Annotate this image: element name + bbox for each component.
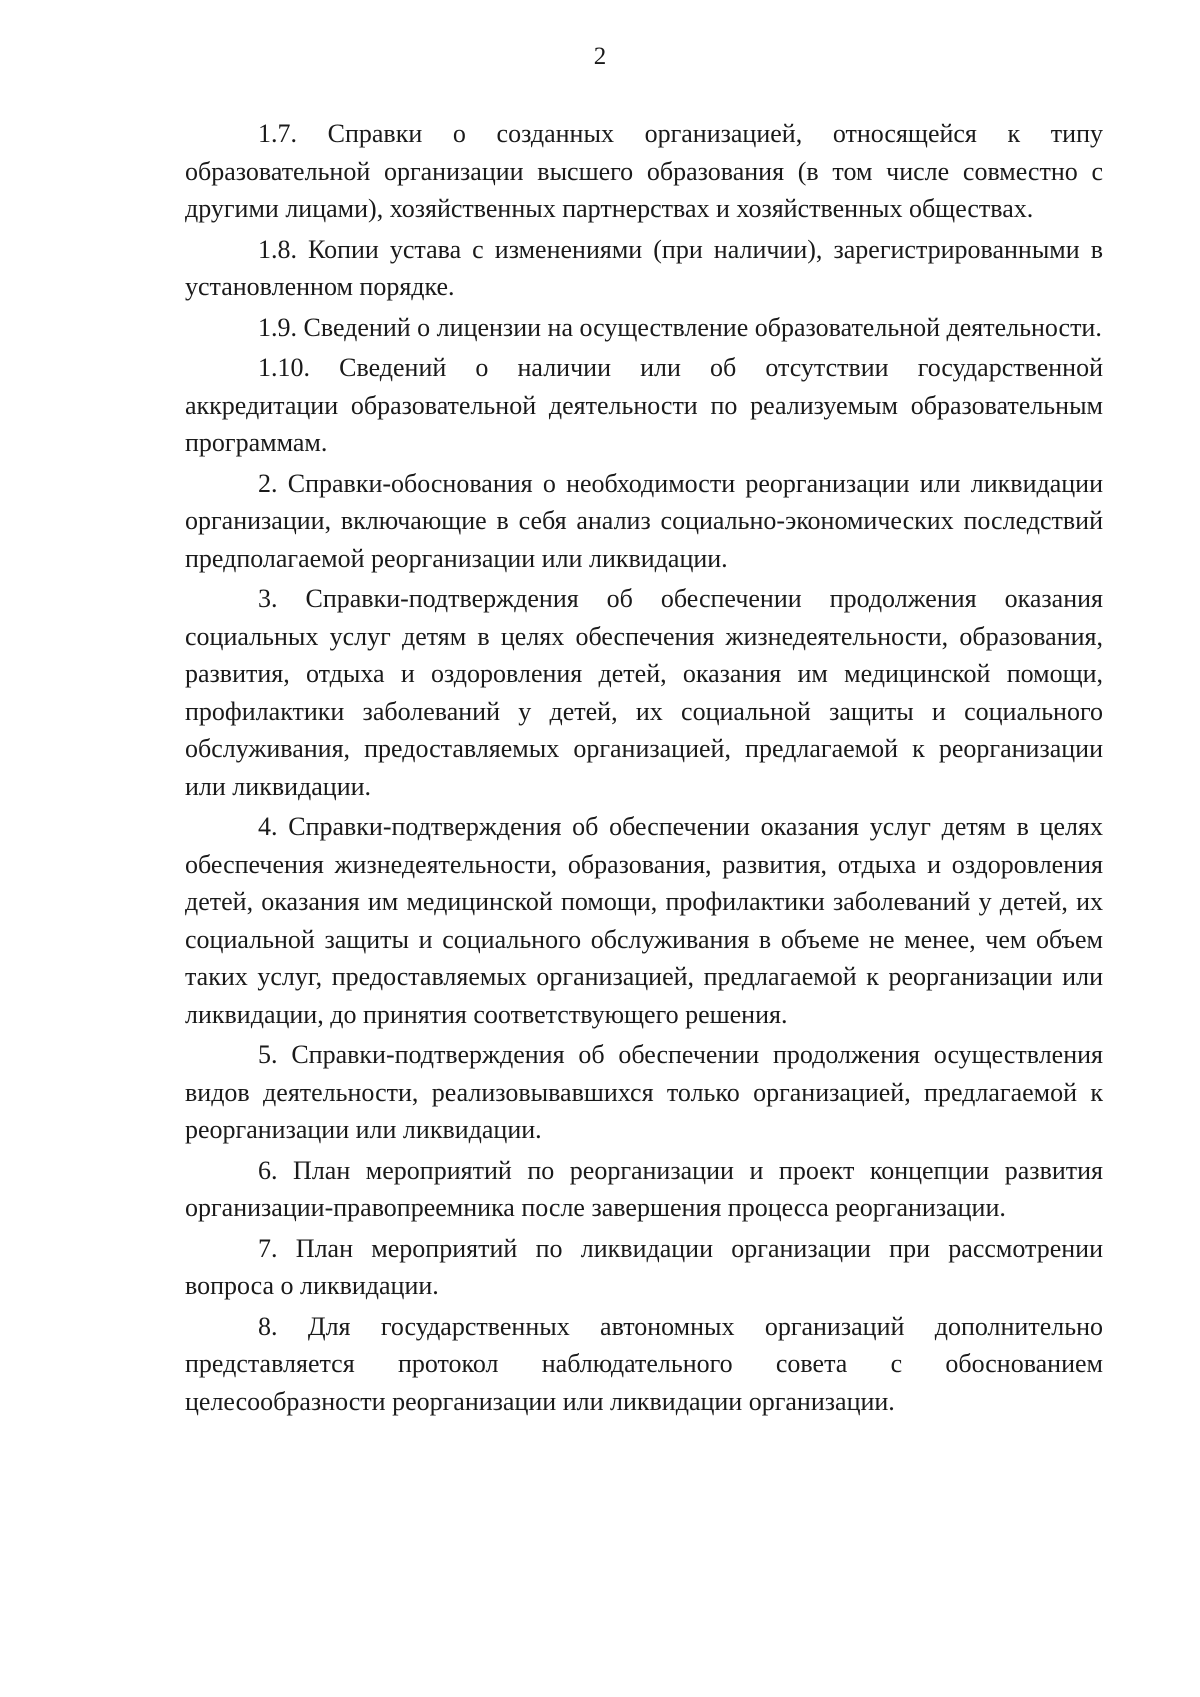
paragraph-2: 2. Справки-обоснования о необходимости реорганизации или ликвидации организации, включающие в себя анализ социально-экономических последствий предполагаемой реорганизации или ликвидации. bbox=[185, 468, 1103, 573]
paragraph-5: 5. Справки-подтверждения об обеспечении продолжения осуществления видов деятельности, реализовывавшихся только организацией, предлагаемой к реорганизации или ликвидации. bbox=[185, 1040, 1103, 1144]
paragraph-7: 7. План мероприятий по ликвидации организации при рассмотрении вопроса о ликвидации. bbox=[185, 1233, 1103, 1300]
paragraph-8: 8. Для государственных автономных организаций дополнительно представляется протокол наблюдательного совета с обоснованием целесообразности реорганизации или ликвидации организации. bbox=[185, 1311, 1103, 1416]
paragraph-4: 4. Справки-подтверждения об обеспечении оказания услуг детям в целях обеспечения жизнедеятельности, образования, развития, отдыха и оздоровления детей, оказания им медицинской помощи, профилактики заболеваний у детей, их социальной защиты и социального обслуживания в объеме не менее, чем объем таких услуг, предоставляемых организацией, предлагаемой к реорганизации или ликвидации, до принятия соответствующего решения. bbox=[185, 812, 1103, 1029]
paragraph-1-10: 1.10. Сведений о наличии или об отсутствии государственной аккредитации образовательной деятельности по реализуемым образовательным программам. bbox=[185, 353, 1103, 457]
document-body bbox=[185, 115, 1103, 1423]
paragraph-6: 6. План мероприятий по реорганизации и проект концепции развития организации-правопреемника после завершения процесса реорганизации. bbox=[185, 1155, 1103, 1222]
page-number: 2 bbox=[593, 43, 607, 70]
paragraph-1-7: 1.7. Справки о созданных организацией, относящейся к типу образовательной организации высшего образования (в том числе совместно с другими лицами), хозяйственных партнерствах и хозяйственных обществах. bbox=[185, 119, 1103, 223]
paragraph-1-9: 1.9. Сведений о лицензии на осуществление образовательной деятельности. bbox=[258, 312, 1102, 342]
paragraph-1-8: 1.8. Копии устава с изменениями (при наличии), зарегистрированными в установленном порядке. bbox=[185, 234, 1103, 301]
paragraph-3: 3. Справки-подтверждения об обеспечении продолжения оказания социальных услуг детям в целях обеспечения жизнедеятельности, образования, развития, отдыха и оздоровления детей, оказания им медицинской помощи, профилактики заболеваний у детей, их социальной защиты и социального обслуживания, предоставляемых организацией, предлагаемой к реорганизации или ликвидации. bbox=[185, 584, 1103, 801]
